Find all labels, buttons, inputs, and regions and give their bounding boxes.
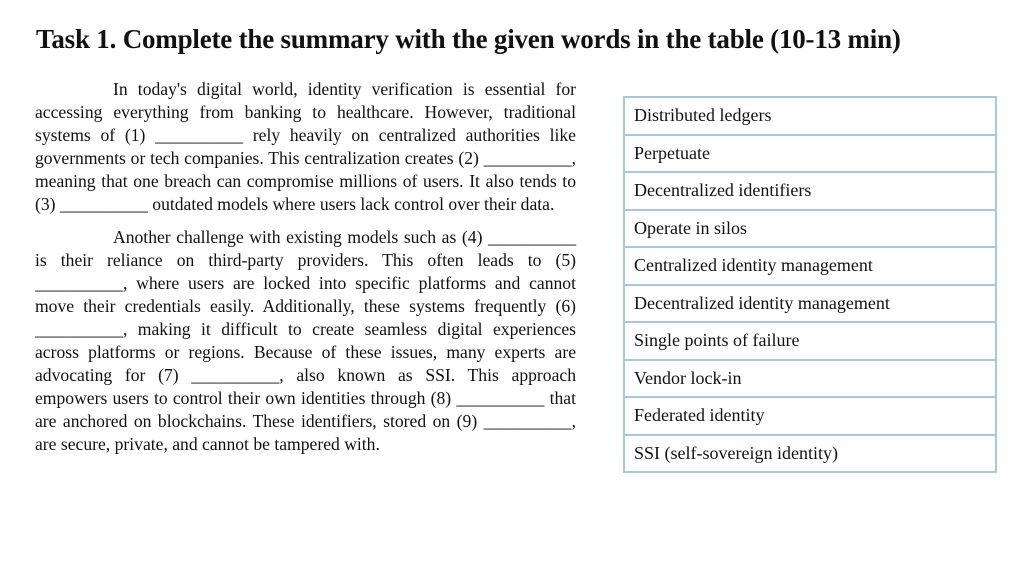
word-bank-table (623, 96, 997, 473)
word-bank-cell: Operate in silos (624, 210, 996, 248)
word-bank-row (624, 210, 996, 248)
word-bank-cell: Decentralized identifiers (624, 172, 996, 210)
word-bank-row (624, 135, 996, 173)
word-bank-row (624, 435, 996, 473)
summary-paragraph-2: Another challenge with existing models such as (4) __________ is their reliance on third-party providers. This often leads to (5) __________, where users are locked into specific platforms and cannot move their credentials easily. Additionally, these systems frequently (6) __________, making it difficult to create seamless digital experiences across platforms or regions. Because of these issues, many experts are advocating for (7) __________, also known as SSI. This approach empowers users to control their own identities through (8) __________ that are anchored on blockchains. These identifiers, stored on (9) __________, are secure, private, and cannot be tampered with. (35, 227, 576, 454)
word-bank-cell: Decentralized identity management (624, 285, 996, 323)
word-bank-row (624, 397, 996, 435)
summary-paragraph-1: In today's digital world, identity verification is essential for accessing everything from banking to healthcare. However, traditional systems of (1) __________ rely heavily on centralized authorities like governments or tech companies. This centralization creates (2) __________, meaning that one breach can compromise millions of users. It also tends to (3) __________ outdated models where users lack control over their data. (35, 79, 576, 214)
word-bank-row (624, 285, 996, 323)
word-bank-cell: Federated identity (624, 397, 996, 435)
word-bank-cell: Vendor lock-in (624, 360, 996, 398)
word-bank-row (624, 360, 996, 398)
summary-text (35, 78, 576, 456)
word-bank-row (624, 247, 996, 285)
word-bank-cell: SSI (self-sovereign identity) (624, 435, 996, 473)
word-bank-row (624, 97, 996, 135)
word-bank-row (624, 322, 996, 360)
word-bank-cell: Distributed ledgers (624, 97, 996, 135)
word-bank-cell: Centralized identity management (624, 247, 996, 285)
word-bank-cell: Perpetuate (624, 135, 996, 173)
word-bank-cell: Single points of failure (624, 322, 996, 360)
task-title: Task 1. Complete the summary with the given words in the table (10-13 min) (36, 24, 901, 54)
word-bank-row (624, 172, 996, 210)
